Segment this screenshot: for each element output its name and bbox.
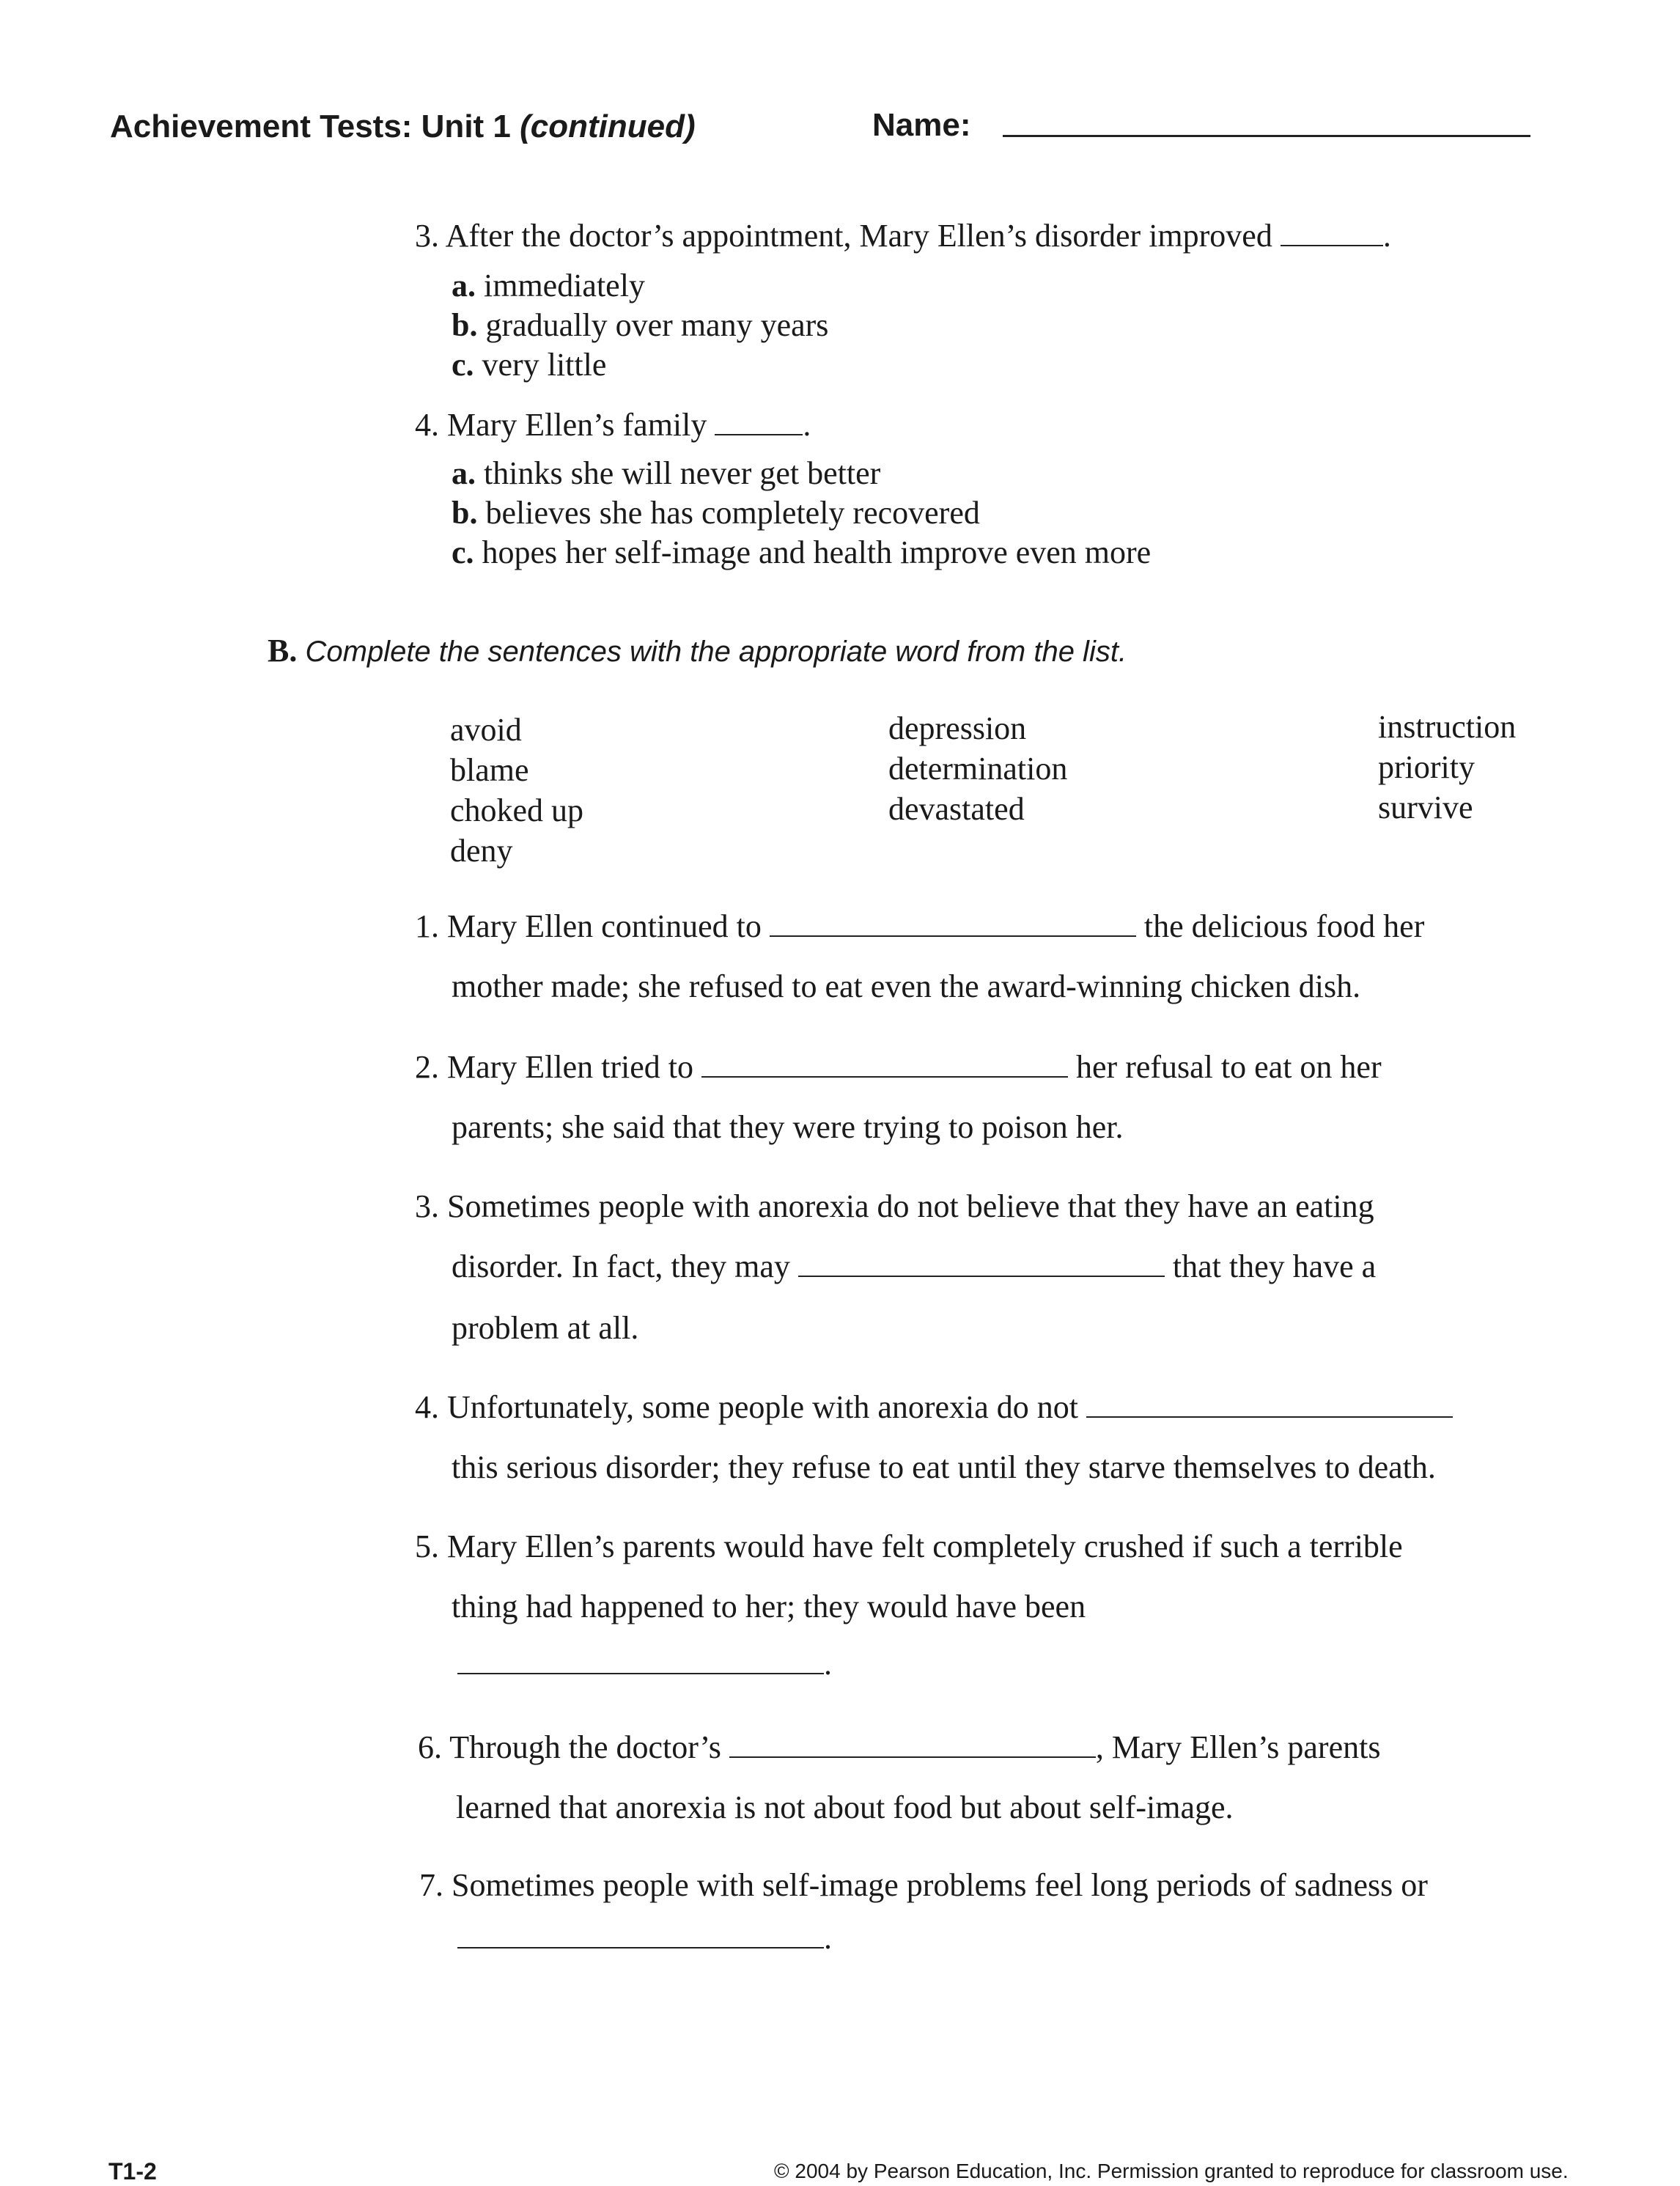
name-field-line[interactable] — [1003, 135, 1530, 137]
answer-blank[interactable] — [1086, 1416, 1453, 1418]
question-number: 3. — [415, 218, 439, 254]
word-bank-item: priority — [1378, 749, 1475, 785]
punctuation: . — [824, 1920, 832, 1956]
word-bank-item: determination — [888, 751, 1068, 787]
name-label: Name: — [872, 107, 971, 143]
fill-item-6-line-2: learned that anorexia is not about food but about self-image. — [456, 1789, 1234, 1825]
fill-item-6 — [418, 1729, 1380, 1766]
fill-item-4-line-2: this serious disorder; they refuse to eat until they starve themselves to death. — [452, 1449, 1436, 1485]
option-c[interactable] — [452, 346, 606, 383]
answer-blank[interactable] — [1281, 244, 1383, 246]
question-number: 4. — [415, 407, 439, 443]
option-text: believes she has completely recovered — [485, 495, 980, 531]
item-text: disorder. In fact, they may — [452, 1248, 790, 1284]
option-letter: c. — [452, 534, 474, 570]
item-text: Unfortunately, some people with anorexia do not — [447, 1389, 1079, 1425]
item-text: Mary Ellen continued to — [447, 908, 762, 944]
question-text: Mary Ellen’s family — [447, 407, 707, 443]
item-number: 5. — [415, 1528, 439, 1564]
option-letter: a. — [452, 455, 476, 491]
copyright-notice: © 2004 by Pearson Education, Inc. Permission granted to reproduce for classroom use. — [774, 2160, 1569, 2182]
item-text: , Mary Ellen’s parents — [1095, 1729, 1381, 1765]
item-text: Through the doctor’s — [449, 1729, 721, 1765]
answer-blank[interactable] — [701, 1075, 1068, 1078]
item-text: Sometimes people with anorexia do not believe that they have an eating — [447, 1188, 1374, 1224]
fill-item-4 — [415, 1388, 1453, 1426]
word-bank-column-3 — [1378, 707, 1516, 828]
option-b[interactable] — [452, 494, 980, 531]
option-c[interactable] — [452, 534, 1151, 571]
word-bank-item: survive — [1378, 790, 1473, 825]
fill-item-2-line-2: parents; she said that they were trying to poison her. — [452, 1109, 1124, 1145]
word-bank-item: deny — [450, 833, 513, 869]
fill-item-7 — [419, 1866, 1428, 1904]
item-number: 6. — [418, 1729, 442, 1765]
page-title — [110, 108, 696, 145]
word-bank-item: choked up — [450, 792, 584, 828]
fill-item-1-line-2: mother made; she refused to eat even the award-winning chicken dish. — [452, 968, 1361, 1004]
word-bank-item: depression — [888, 710, 1027, 746]
punctuation: . — [1382, 218, 1391, 254]
option-letter: b. — [452, 495, 478, 531]
item-text: that they have a — [1172, 1248, 1377, 1284]
item-number: 2. — [415, 1049, 439, 1085]
section-letter: B. — [268, 633, 298, 669]
punctuation: . — [824, 1646, 832, 1682]
question-4 — [415, 406, 811, 444]
answer-blank[interactable] — [770, 935, 1136, 937]
item-text: the delicious food her — [1143, 908, 1425, 944]
word-bank-item: instruction — [1378, 709, 1517, 745]
answer-blank[interactable] — [798, 1275, 1165, 1277]
item-text: Sometimes people with self-image problems feel long periods of sadness or — [452, 1867, 1428, 1903]
fill-item-1 — [415, 908, 1424, 945]
option-text: thinks she will never get better — [484, 455, 881, 491]
fill-item-5-line-2: thing had happened to her; they would have been — [452, 1589, 1086, 1624]
word-bank-item: blame — [450, 752, 529, 788]
punctuation: . — [803, 407, 811, 443]
item-number: 1. — [415, 908, 439, 944]
option-letter: a. — [452, 268, 476, 303]
question-3 — [415, 217, 1391, 254]
fill-item-5 — [415, 1528, 1403, 1565]
word-bank-column-2 — [888, 708, 1067, 829]
option-b[interactable] — [452, 306, 828, 344]
option-text: gradually over many years — [485, 307, 829, 343]
option-letter: c. — [452, 347, 474, 383]
fill-item-3-line-2 — [452, 1248, 1376, 1285]
item-number: 4. — [415, 1389, 439, 1425]
item-number: 7. — [419, 1867, 443, 1903]
word-bank-column-1 — [450, 710, 583, 871]
answer-blank[interactable] — [715, 433, 803, 435]
title-text: Achievement Tests: Unit 1 — [110, 108, 511, 144]
option-letter: b. — [452, 307, 478, 343]
item-text: Mary Ellen tried to — [447, 1049, 694, 1085]
item-text: Mary Ellen’s parents would have felt completely crushed if such a terrible — [447, 1528, 1403, 1564]
answer-blank[interactable] — [729, 1756, 1096, 1758]
word-bank-item: devastated — [888, 791, 1025, 827]
fill-item-3 — [415, 1188, 1374, 1225]
fill-item-7-line-2 — [457, 1919, 832, 1957]
option-text: very little — [482, 347, 607, 383]
fill-item-2 — [415, 1048, 1382, 1086]
title-suffix: (continued) — [520, 108, 696, 144]
item-text: her refusal to eat on her — [1076, 1049, 1382, 1085]
question-text: After the doctor’s appointment, Mary Ellen’s disorder improved — [445, 218, 1272, 254]
page-id: T1-2 — [108, 2158, 157, 2185]
option-text: immediately — [484, 268, 645, 303]
option-text: hopes her self-image and health improve even more — [482, 534, 1152, 570]
section-b-instruction — [268, 632, 1127, 669]
option-a[interactable] — [452, 455, 880, 492]
item-number: 3. — [415, 1188, 439, 1224]
answer-blank[interactable] — [457, 1946, 824, 1948]
fill-item-3-line-3: problem at all. — [452, 1310, 639, 1346]
instruction-text: Complete the sentences with the appropriate word from the list. — [305, 636, 1127, 668]
word-bank-item: avoid — [450, 712, 522, 748]
answer-blank[interactable] — [457, 1672, 824, 1674]
fill-item-5-line-3 — [457, 1645, 832, 1682]
option-a[interactable] — [452, 267, 645, 304]
